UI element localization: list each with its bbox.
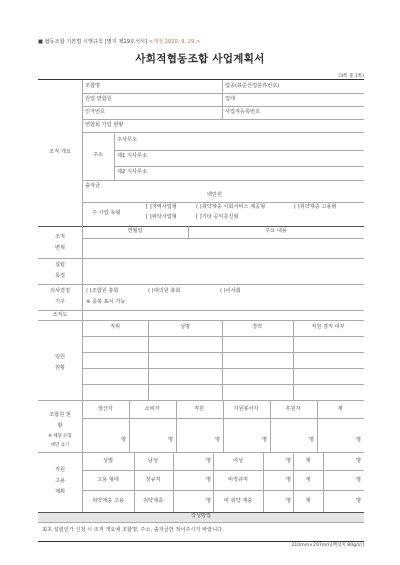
branch2-label: 제2 지사무소 xyxy=(117,169,148,175)
history-content-col: 주요 내용 xyxy=(265,228,287,234)
decision-label: 의사결정 xyxy=(49,288,71,294)
staff-label-3: 계획 xyxy=(54,489,66,495)
biz-type-option[interactable]: ( )취약계층 고용형 xyxy=(294,204,337,210)
staff-unit: 명 xyxy=(205,477,211,483)
staff-unit: 명 xyxy=(355,458,361,464)
address-label: 주소 xyxy=(92,152,104,158)
staff-cell: 정규직 xyxy=(145,477,161,483)
page-indicator: (3쪽 중 1쪽) xyxy=(338,74,364,79)
member-col: 후원자 xyxy=(285,406,301,412)
form-title: 사회적협동조합 사업계획서 xyxy=(135,53,265,65)
purpose-label: 설립 xyxy=(54,262,66,268)
members-note-2: 에만 표기 xyxy=(50,443,70,448)
method-title: 작성방법 xyxy=(190,513,212,519)
org-section-label: 조직 개요 xyxy=(49,149,71,155)
staff-unit: 명 xyxy=(285,458,291,464)
staff-unit: 명 xyxy=(355,498,361,504)
purpose-label-2: 목적 xyxy=(54,273,66,279)
staff-unit: 명 xyxy=(285,498,291,504)
members-note: ※ 해당 유형 xyxy=(48,434,72,439)
staff-cell: 계 xyxy=(305,477,311,483)
branch1-label: 제1 지사무소 xyxy=(117,153,148,159)
main-biz-type-label: 주 사업 유형 xyxy=(92,210,121,216)
staff-cell: 남성 xyxy=(147,458,159,464)
officers-label: 임원 xyxy=(54,354,66,360)
officer-col-concurrent: 직원 겸직 여부 xyxy=(311,324,345,330)
decision-option[interactable]: ( )이사회 xyxy=(220,288,241,294)
staff-cell: 비 취약 계층 xyxy=(223,498,253,504)
permit-number-label: 인가번호 xyxy=(85,109,106,115)
officer-col-position: 직위 xyxy=(109,324,121,330)
member-unit: 명 xyxy=(120,437,126,443)
biz-type-option[interactable]: [ ]위탁사업형 xyxy=(146,214,177,220)
staff-cell: 여성 xyxy=(232,458,244,464)
staff-unit: 명 xyxy=(205,458,211,464)
history-label: 조직 xyxy=(54,234,66,240)
decision-option[interactable]: ( )대의원 총회 xyxy=(148,288,181,294)
member-unit: 명 xyxy=(355,437,361,443)
business-type-label: 업태 xyxy=(225,96,236,102)
federation-label: 원업 연합원 xyxy=(85,96,112,102)
capital-label: 출자금 xyxy=(85,183,101,189)
business-plan-form xyxy=(38,79,364,542)
org-chart-label: 조직도 xyxy=(52,312,68,318)
member-col: 자원봉사자 xyxy=(233,406,259,412)
staff-cell: 계 xyxy=(305,458,311,464)
capital-unit: 백만원 xyxy=(206,192,222,198)
form-header xyxy=(38,38,200,45)
member-col: 계 xyxy=(337,406,343,412)
members-label: 조합원 현 xyxy=(49,412,71,418)
staff-cell: 계 xyxy=(305,498,311,504)
staff-cell: 비정규직 xyxy=(227,477,249,483)
member-unit: 명 xyxy=(308,437,314,443)
staff-label-2: 고용 xyxy=(54,478,66,484)
decision-label-2: 기구 xyxy=(54,299,66,305)
member-unit: 명 xyxy=(214,437,220,443)
staff-unit: 명 xyxy=(355,477,361,483)
member-col: 생산자 xyxy=(97,406,113,412)
staff-row-head: 고용 형태 xyxy=(97,477,119,483)
officer-col-career: 경력 xyxy=(251,324,263,330)
staff-unit: 명 xyxy=(285,477,291,483)
staff-unit: 명 xyxy=(205,498,211,504)
decision-option[interactable]: ( )조합원 총회 xyxy=(86,288,119,294)
law-reference: ■ 협동조합 기본법 시행규칙 [별지 제19호서식] xyxy=(38,39,147,45)
association-label: 연합회 가입 현황 xyxy=(85,122,124,128)
biz-type-option[interactable]: [ ]기타 공익증진형 xyxy=(196,214,239,220)
method-text: 최초 설립인가 신청 시 조직 개요에 조합명, 주소, 출자금만 적어주시기 바랍니다. xyxy=(42,527,224,533)
officer-col-name: 성명 xyxy=(179,324,191,330)
officers-label-2: 현황 xyxy=(54,365,66,371)
biz-type-option[interactable]: ( )취약계층 사회서비스 제공형 xyxy=(196,204,266,210)
decision-note: ※ 중복 표시 가능 xyxy=(86,299,126,305)
member-unit: 명 xyxy=(167,437,173,443)
member-col: 소비자 xyxy=(144,406,160,412)
biz-type-option[interactable]: [ ]지역사업형 xyxy=(146,204,177,210)
main-office-label: 주사무소 xyxy=(117,137,138,143)
paper-spec: 210mm×297mm[백상지 80g/㎡] xyxy=(291,543,364,548)
staff-row-head: 취약계층 고용 xyxy=(92,498,124,504)
members-label-2: 황 xyxy=(57,423,63,429)
union-name-label: 조합명 xyxy=(85,83,101,89)
staff-label: 직원 xyxy=(54,467,66,473)
member-unit: 명 xyxy=(261,437,267,443)
industry-label: 업종(표준산업분류번호) xyxy=(225,83,280,89)
revision-date: <개정 2020. 9. 29.> xyxy=(148,39,201,45)
biz-reg-number-label: 사업자등록번호 xyxy=(225,109,261,115)
member-col: 직원 xyxy=(193,406,205,412)
history-label-2: 변혁 xyxy=(54,245,66,251)
history-date-col: 연월일 xyxy=(127,228,143,234)
staff-row-head: 성별 xyxy=(102,458,114,464)
staff-cell: 취약계층 xyxy=(142,498,164,504)
